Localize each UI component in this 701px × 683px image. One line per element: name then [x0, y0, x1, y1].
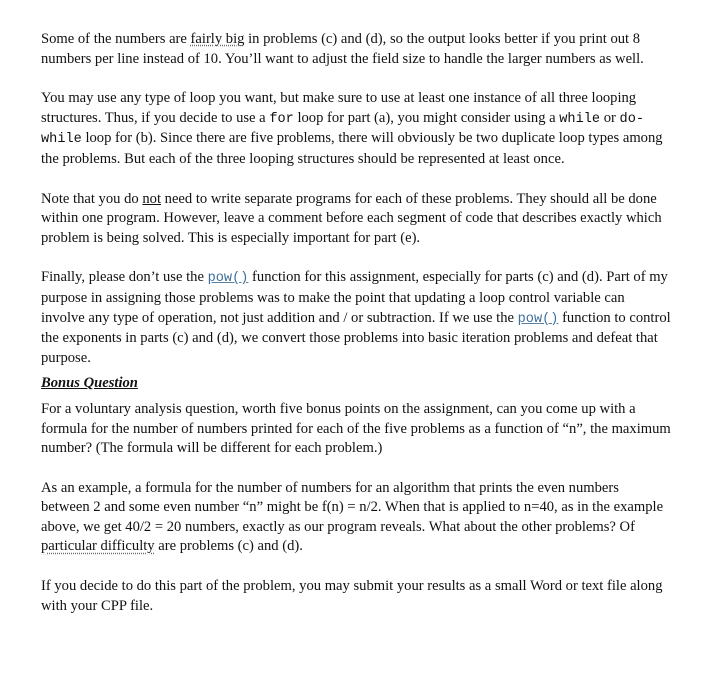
text: As an example, a formula for the number of numbers for an algorithm that prints the even numbers between 2 and some even number “n” might be f(n) = n/2. When that is applied to n=40, as in the example above, we get 40/2 = 20 numbers, exactly as our program reveals. What about the other problems? Of [41, 479, 664, 535]
code-for: for [269, 111, 294, 127]
underlined-not: not [142, 190, 161, 207]
text: Note that you do [41, 190, 143, 207]
paragraph-bonus-example [41, 479, 671, 557]
paragraph-output-format [41, 30, 671, 69]
text: in problems (c) and (d), so the output looks better if you print out 8 numbers per line instead of 10. You’ll want to adjust the field size to handle the larger numbers as well. [41, 31, 644, 67]
text: Some of the numbers are [41, 31, 191, 47]
paragraph-loop-types [41, 89, 671, 169]
text: are problems (c) and (d). [154, 538, 303, 555]
paragraph-single-program [41, 190, 671, 249]
text: function for this assignment, especially for parts (c) and (d). Part of my purpose in assigning those problems was to make the point that updating a loop control variable can involve any type of operation, not just addition and / or subtraction. If we use the [41, 269, 668, 326]
code-do-while: do-while [41, 111, 645, 148]
paragraph-submission: If you decide to do this part of the problem, you may submit your results as a small Word or text file along with your CPP file. [41, 578, 663, 614]
text: You may use any type of loop you want, but make sure to use at least one instance of all three looping structures. Thus, if you decide to use a [41, 90, 637, 126]
text: or [600, 109, 620, 126]
text: Finally, please don’t use the [41, 269, 208, 286]
paragraph-no-pow [41, 268, 671, 368]
text: need to write separate programs for each of these problems. They should all be done within one program. However, leave a comment before each segment of code that describes exactly which problem is being solved. This is especially important for part (e). [41, 190, 662, 246]
code-pow-link[interactable]: pow() [517, 311, 559, 327]
document-page [41, 30, 671, 616]
paragraph-bonus-intro: For a voluntary analysis question, worth five bonus points on the assignment, can you come up with a formula for the number of numbers printed for each of the five problems as a function of “n”, the maximum number? (The formula will be different for each problem.) [41, 400, 671, 457]
code-while: while [559, 111, 601, 127]
text: loop for (b). Since there are five problems, there will obviously be two duplicate loop types among the problems. But each of the three looping structures should be represented at least once. [41, 130, 663, 167]
text: loop for part (a), you might consider using a [293, 109, 560, 126]
bonus-heading: Bonus Question [41, 375, 138, 392]
code-pow-link[interactable]: pow() [207, 271, 249, 287]
grammar-flagged-phrase: particular difficulty [41, 538, 155, 555]
grammar-flagged-phrase: fairly big [190, 31, 245, 47]
text: function to control the exponents in parts (c) and (d), we convert those problems into basic iteration problems and defeat that purpose. [41, 309, 671, 366]
